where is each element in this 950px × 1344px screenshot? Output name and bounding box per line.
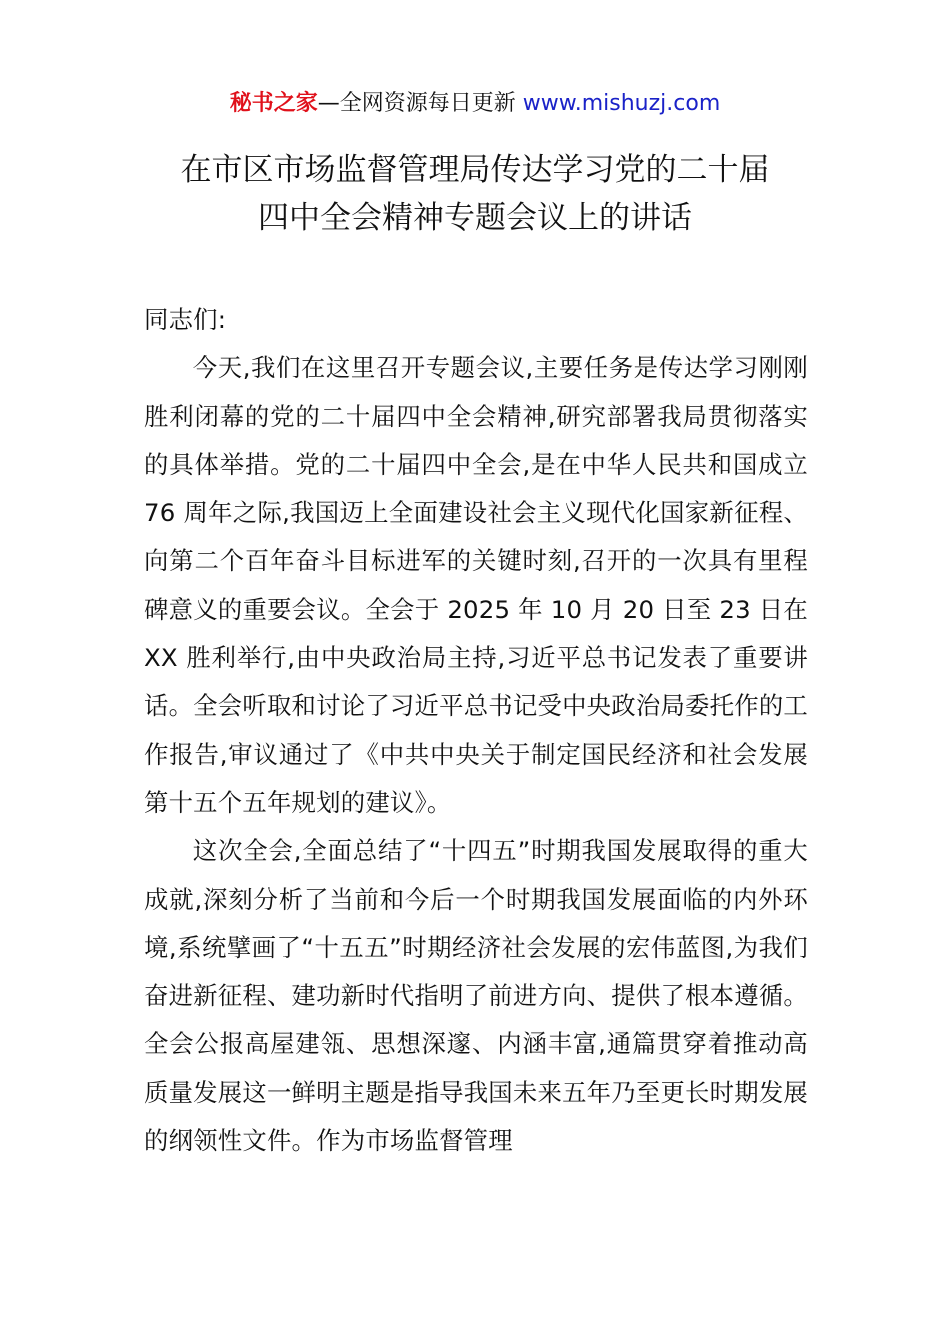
salutation: 同志们: <box>144 305 227 334</box>
paragraph-1: 今天,我们在这里召开专题会议,主要任务是传达学习刚刚胜利闭幕的党的二十届四中全会精神,研究部署我局贯彻落实的具体举措。党的二十届四中全会,是在中华人民共和国成立 76 周年之际,我国迈上全面建设社会主义现代化国家新征程、向第二个百年奋斗目标进军的关键时刻,召开的一次具有里程碑意义的重要会议。全会于 2025 年 10 月 20 日至 23 日在 XX 胜利举行,由中央政治局主持,习近平总书记发表了重要讲话。全会听取和讨论了习近平总书记受中央政治局委托作的工作报告,审议通过了《中共中央关于制定国民经济和社会发展第十五个五年规划的建议》。 <box>144 353 808 817</box>
document-body <box>144 296 808 1165</box>
site-slogan: —全网资源每日更新 <box>317 91 516 116</box>
site-header <box>0 88 950 120</box>
title-line-2: 四中全会精神专题会议上的讲话 <box>258 200 692 236</box>
site-url-link[interactable]: www.mishuzj.com <box>522 91 721 116</box>
brand-name: 秘书之家 <box>229 91 318 116</box>
paragraph-2: 这次全会,全面总结了“十四五”时期我国发展取得的重大成就,深刻分析了当前和今后一个时期我国发展面临的内外环境,系统擘画了“十五五”时期经济社会发展的宏伟蓝图,为我们奋进新征程、建功新时代指明了前进方向、提供了根本遵循。全会公报高屋建瓴、思想深邃、内涵丰富,通篇贯穿着推动高质量发展这一鲜明主题是指导我国未来五年乃至更长时期发展的纲领性文件。作为市场监督管理 <box>144 836 808 1156</box>
document-title <box>0 146 950 242</box>
title-line-1: 在市区市场监督管理局传达学习党的二十届 <box>180 152 770 188</box>
